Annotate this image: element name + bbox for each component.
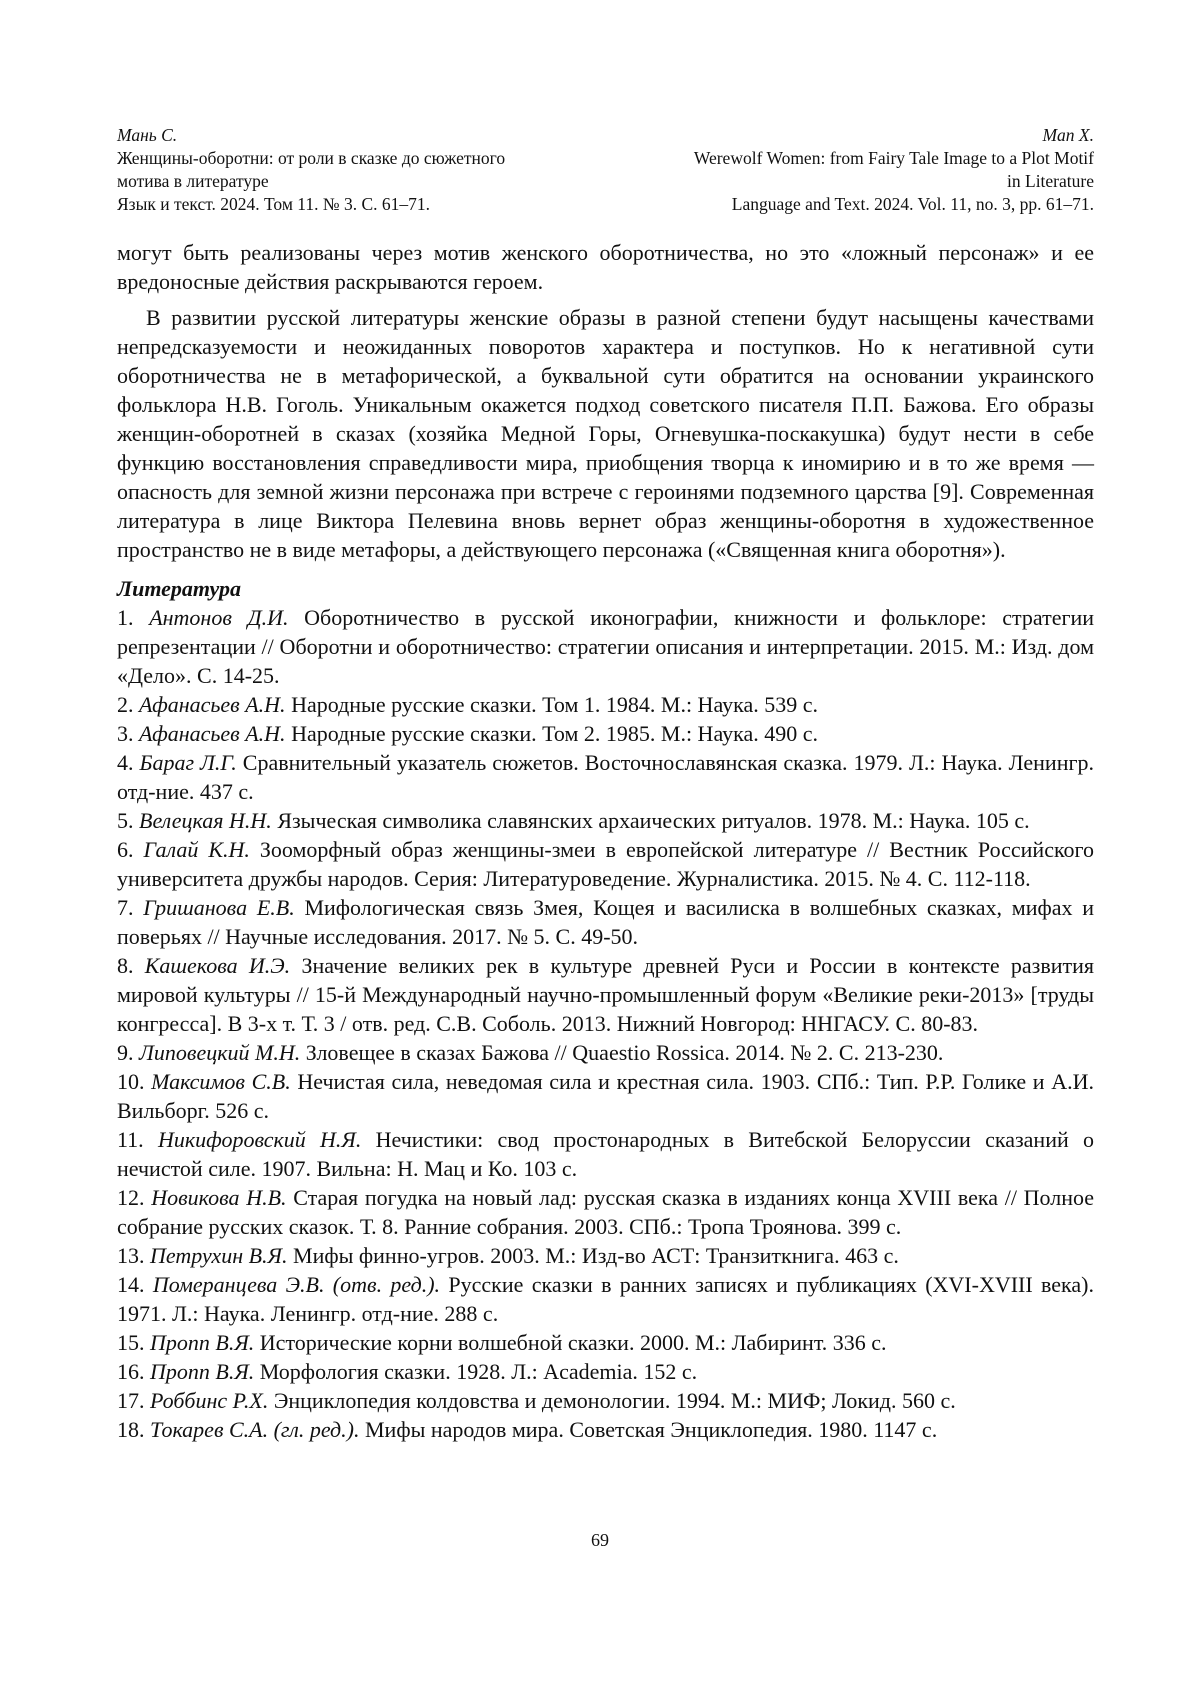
reference-text: Языческая символика славянских архаических ритуалов. 1978. М.: Наука. 105 с. (277, 808, 1029, 833)
references-heading: Литература (117, 574, 1094, 603)
reference-text: Мифы народов мира. Советская Энциклопедия. 1980. 1147 с. (365, 1417, 937, 1442)
running-header-en (624, 124, 1094, 216)
reference-author: Померанцева Э.В. (отв. ред.). (153, 1272, 440, 1297)
reference-author: Роббинс Р.Х. (150, 1388, 268, 1413)
reference-author: Афанасьев А.Н. (139, 721, 286, 746)
reference-text: Русские сказки в ранних записях и публикациях (XVI-XVIII века). 1971. Л.: Наука. Ленингр. отд-ние. 288 с. (117, 1272, 1094, 1326)
article-body (117, 238, 1094, 1444)
reference-text: Значение великих рек в культуре древней Руси и России в контексте развития мировой культуры // 15-й Международный научно-промышленный форум «Великие реки-2013» [труды конгресса]. В 3-х т. Т. 3 / отв. ред. С.В. Соболь. 2013. Нижний Новгород: ННГАСУ. С. 80-83. (117, 953, 1094, 1036)
reference-number: 6. (117, 837, 134, 862)
reference-author: Гришанова Е.В. (143, 895, 294, 920)
reference-text: Мифы финно-угров. 2003. М.: Изд-во АСТ: Транзиткнига. 463 с. (293, 1243, 899, 1268)
reference-item (117, 893, 1094, 951)
reference-number: 5. (117, 808, 134, 833)
header-title-ru-line1: Женщины-оборотни: от роли в сказке до сюжетного (117, 147, 587, 170)
reference-text: Зооморфный образ женщины-змеи в европейской литературе // Вестник Российского университета дружбы народов. Серия: Литературоведение. Журналистика. 2015. № 4. С. 112-118. (117, 837, 1094, 891)
reference-item (117, 1183, 1094, 1241)
reference-text: Энциклопедия колдовства и демонологии. 1994. М.: МИФ; Локид. 560 с. (274, 1388, 956, 1413)
reference-author: Антонов Д.И. (149, 605, 288, 630)
reference-author: Никифоровский Н.Я. (158, 1127, 361, 1152)
reference-text: Исторические корни волшебной сказки. 2000. М.: Лабиринт. 336 с. (260, 1330, 887, 1355)
reference-text: Нечистики: свод простонародных в Витебской Белоруссии сказаний о нечистой силе. 1907. Вильна: Н. Мац и Ко. 103 с. (117, 1127, 1094, 1181)
reference-number: 18. (117, 1417, 145, 1442)
reference-number: 10. (117, 1069, 145, 1094)
reference-item (117, 603, 1094, 690)
reference-number: 11. (117, 1127, 144, 1152)
reference-number: 14. (117, 1272, 145, 1297)
header-citation-ru: Язык и текст. 2024. Том 11. № 3. С. 61–71. (117, 193, 587, 216)
body-paragraph: могут быть реализованы через мотив женского оборотничества, но это «ложный персонаж» и ее вредоносные действия раскрываются героем. (117, 238, 1094, 296)
reference-text: Народные русские сказки. Том 2. 1985. М.: Наука. 490 с. (291, 721, 818, 746)
reference-number: 15. (117, 1330, 145, 1355)
reference-author: Петрухин В.Я. (150, 1243, 288, 1268)
reference-text: Морфология сказки. 1928. Л.: Academia. 152 с. (260, 1359, 697, 1384)
reference-item (117, 1241, 1094, 1270)
reference-item (117, 1270, 1094, 1328)
reference-author: Пропп В.Я. (150, 1359, 254, 1384)
reference-text: Оборотничество в русской иконографии, книжности и фольклоре: стратегии репрезентации // Оборотни и оборотничество: стратегии описания и интерпретации. 2015. М.: Изд. дом «Дело». С. 14-25. (117, 605, 1094, 688)
body-paragraph: В развитии русской литературы женские образы в разной степени будут насыщены качествами непредсказуемости и неожиданных поворотов характера и поступков. Но к негативной сути оборотничества не в метафорической, а буквальной сути обратится на основании украинского фольклора Н.В. Гоголь. Уникальным окажется подход советского писателя П.П. Бажова. Его образы женщин-оборотней в сказах (хозяйка Медной Горы, Огневушка-поскакушка) будут нести в себе функцию восстановления справедливости мира, приобщения творца к иномирию и в то же время — опасность для земной жизни персонажа при встрече с героинями подземного царства [9]. Современная литература в лице Виктора Пелевина вновь вернет образ женщины-оборотня в художественное пространство не в виде метафоры, а действующего персонажа («Священная книга оборотня»). (117, 303, 1094, 564)
reference-item (117, 1067, 1094, 1125)
reference-text: Сравнительный указатель сюжетов. Восточнославянская сказка. 1979. Л.: Наука. Ленингр. отд-ние. 437 с. (117, 750, 1094, 804)
reference-number: 13. (117, 1243, 145, 1268)
reference-number: 12. (117, 1185, 145, 1210)
reference-number: 1. (117, 605, 134, 630)
reference-item (117, 719, 1094, 748)
reference-item (117, 835, 1094, 893)
reference-number: 16. (117, 1359, 145, 1384)
reference-author: Максимов С.В. (151, 1069, 291, 1094)
header-author-ru: Мань С. (117, 125, 177, 145)
reference-number: 2. (117, 692, 134, 717)
reference-text: Нечистая сила, неведомая сила и крестная сила. 1903. СПб.: Тип. Р.Р. Голике и А.И. Вильборг. 526 с. (117, 1069, 1094, 1123)
reference-text: Зловещее в сказах Бажова // Quaestio Rossica. 2014. № 2. С. 213-230. (306, 1040, 944, 1065)
reference-item (117, 1357, 1094, 1386)
reference-text: Народные русские сказки. Том 1. 1984. М.: Наука. 539 с. (291, 692, 818, 717)
reference-item (117, 690, 1094, 719)
header-title-en-line1: Werewolf Women: from Fairy Tale Image to a Plot Motif (624, 147, 1094, 170)
reference-author: Афанасьев А.Н. (139, 692, 286, 717)
reference-item (117, 1386, 1094, 1415)
reference-author: Велецкая Н.Н. (139, 808, 272, 833)
reference-item (117, 1038, 1094, 1067)
header-title-ru-line2: мотива в литературе (117, 170, 587, 193)
page-number: 69 (0, 1530, 1200, 1551)
reference-item (117, 1125, 1094, 1183)
reference-text: Старая погудка на новый лад: русская сказка в изданиях конца XVIII века // Полное собрание русских сказок. Т. 8. Ранние собрания. 2003. СПб.: Тропа Троянова. 399 с. (117, 1185, 1094, 1239)
reference-author: Бараг Л.Г. (139, 750, 236, 775)
reference-number: 7. (117, 895, 134, 920)
reference-author: Кашекова И.Э. (145, 953, 290, 978)
header-citation-en: Language and Text. 2024. Vol. 11, no. 3, pp. 61–71. (624, 193, 1094, 216)
reference-number: 17. (117, 1388, 145, 1413)
reference-item (117, 806, 1094, 835)
reference-list (117, 603, 1094, 1444)
reference-text: Мифологическая связь Змея, Кощея и василиска в волшебных сказках, мифах и поверьях // Научные исследования. 2017. № 5. С. 49-50. (117, 895, 1094, 949)
reference-item (117, 748, 1094, 806)
running-header-ru (117, 124, 587, 216)
reference-author: Токарев С.А. (гл. ред.). (150, 1417, 360, 1442)
reference-item (117, 951, 1094, 1038)
reference-item (117, 1415, 1094, 1444)
reference-number: 9. (117, 1040, 134, 1065)
header-title-en-line2: in Literature (624, 170, 1094, 193)
reference-number: 4. (117, 750, 134, 775)
reference-author: Пропп В.Я. (150, 1330, 254, 1355)
reference-number: 8. (117, 953, 134, 978)
reference-item (117, 1328, 1094, 1357)
reference-author: Галай К.Н. (144, 837, 250, 862)
header-author-en: Man X. (1042, 125, 1094, 145)
reference-author: Новикова Н.В. (151, 1185, 286, 1210)
reference-author: Липовецкий М.Н. (139, 1040, 300, 1065)
reference-number: 3. (117, 721, 134, 746)
